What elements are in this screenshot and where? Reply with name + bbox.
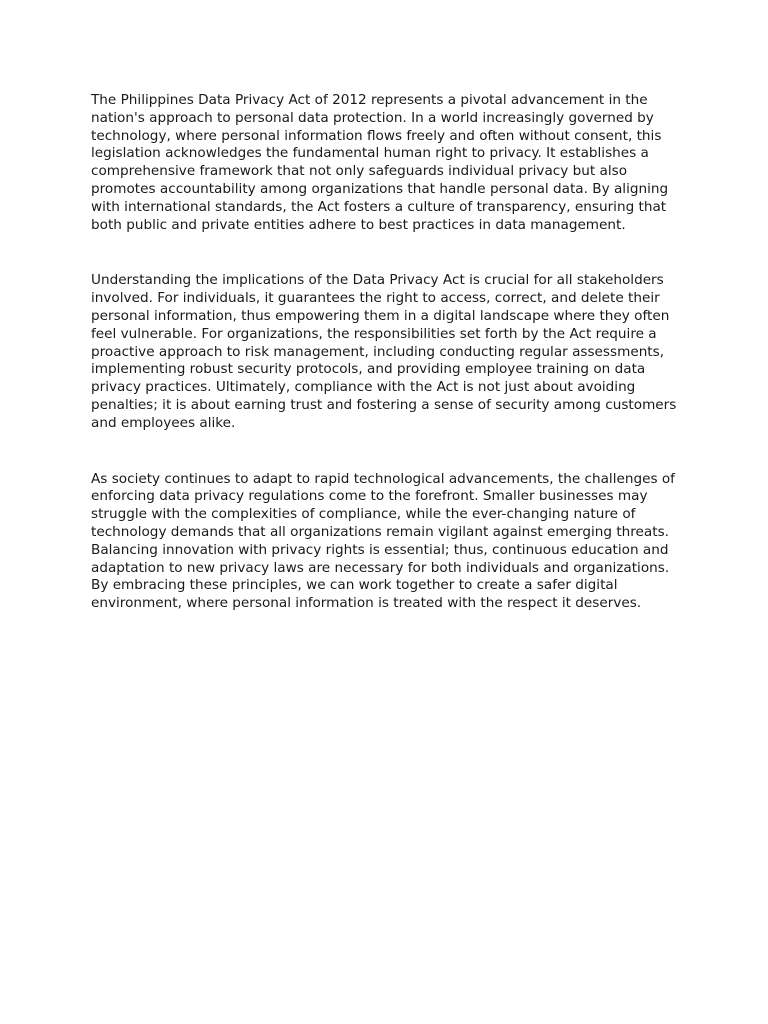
paragraph-implications: Understanding the implications of the Data Privacy Act is crucial for all stakeholders involved. For individuals, it guarantees the right to access, correct, and delete their personal information, thus empowering them in a digital landscape where they often feel vulnerable. For organizations, the responsibilities set forth by the Act require a proactive approach to risk management, including conducting regular assessments, implementing robust security protocols, and providing employee training on data privacy practices. Ultimately, compliance with the Act is not just about avoiding penalties; it is about earning trust and fostering a sense of security among customers and employees alike. (91, 272, 677, 431)
document-body (91, 92, 681, 613)
paragraph-challenges: As society continues to adapt to rapid technological advancements, the challenges of enforcing data privacy regulations come to the forefront. Smaller businesses may struggle with the complexities of compliance, while the ever-changing nature of technology demands that all organizations remain vigilant against emerging threats. Balancing innovation with privacy rights is essential; thus, continuous education and adaptation to new privacy laws are necessary for both individuals and organizations. By embracing these principles, we can work together to create a safer digital environment, where personal information is treated with the respect it deserves. (91, 470, 675, 612)
paragraph-intro: The Philippines Data Privacy Act of 2012 represents a pivotal advancement in the nation's approach to personal data protection. In a world increasingly governed by technology, where personal information flows freely and often without consent, this legislation acknowledges the fundamental human right to privacy. It establishes a comprehensive framework that not only safeguards individual privacy but also promotes accountability among organizations that handle personal data. By aligning with international standards, the Act fosters a culture of transparency, ensuring that both public and private entities adhere to best practices in data management. (91, 92, 669, 233)
